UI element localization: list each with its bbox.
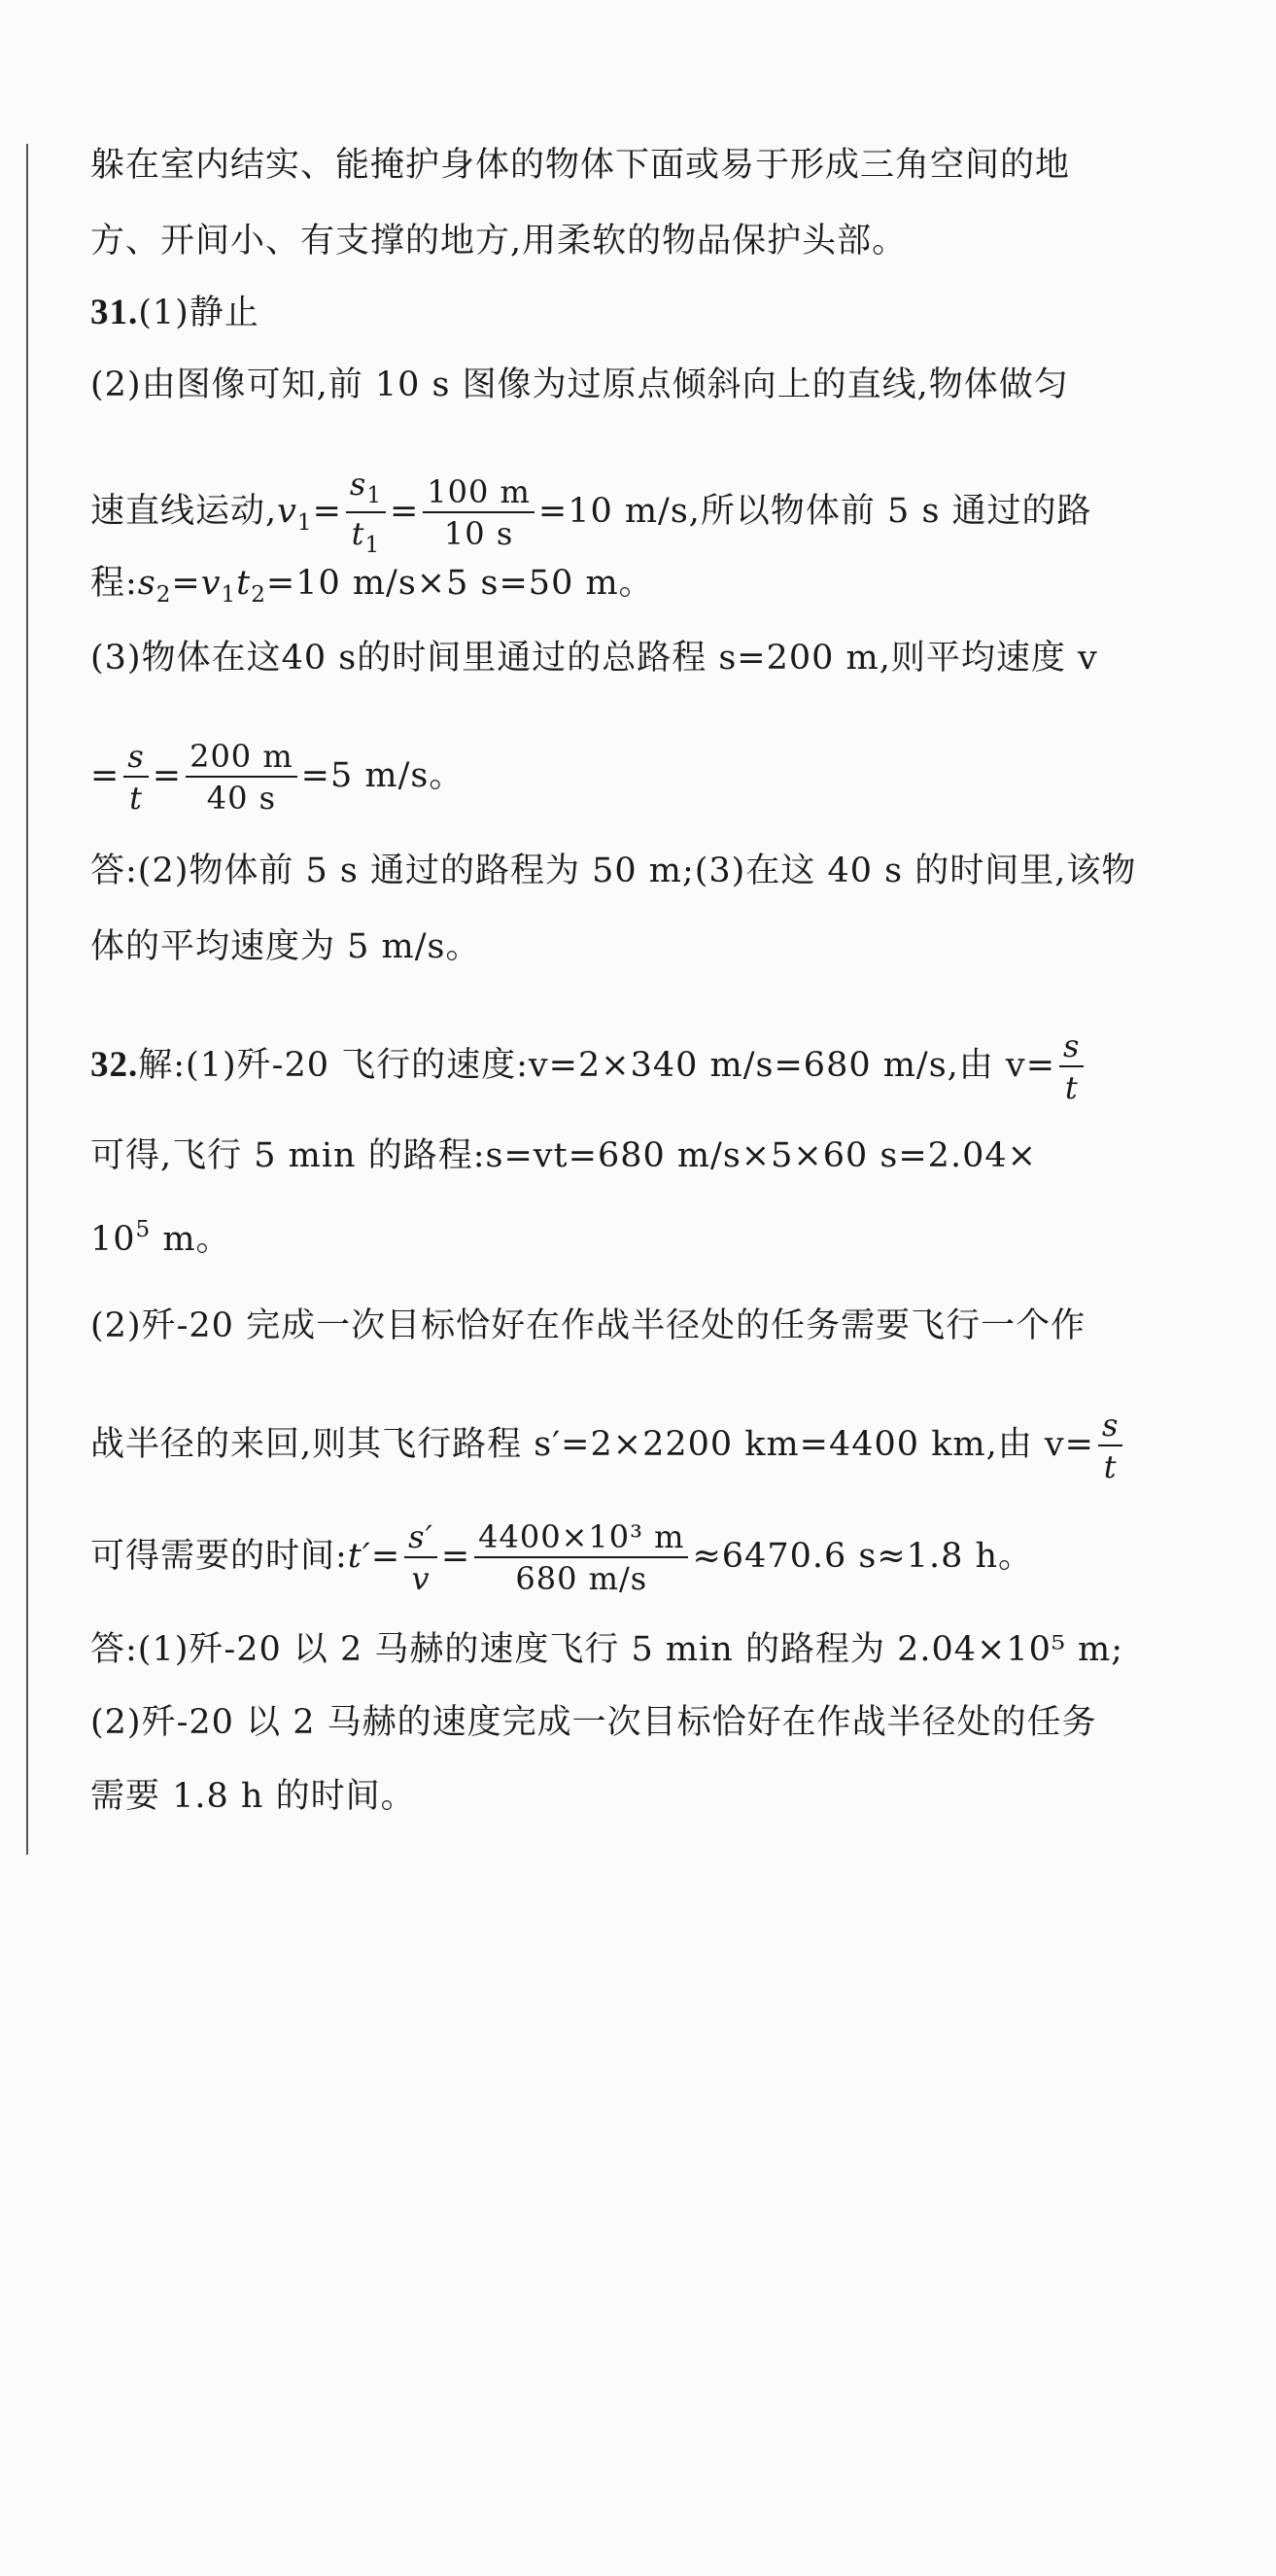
text: (1)静止 [138,294,259,332]
fraction-s-t: $\frac{s}{t}$ [123,741,148,814]
q32-answer-line-2: (2)歼-20 以 2 马赫的速度完成一次目标恰好在作战半径处的任务 [90,1703,1097,1742]
q31-answer-line-1: 答:(2)物体前 5 s 通过的路程为 50 m;(3)在这 40 s 的时间里,该物 [90,852,1137,890]
question-number: 32. [90,1045,139,1085]
fraction-s1-t1: $\frac{s_1}{t_1}$ [346,469,386,557]
q32-part1-line-3: $10^5$ m。 [90,1217,231,1259]
q31-part2-line-2: 速直线运动$,v_1=$ $\frac{s_1}{t_1}$ = $\frac{100 m}{10 s}$ =10 m/s,所以物体前 5 s 通过的路 [90,466,1092,558]
fraction-200m-40s: $\frac{200 m}{40 s}$ [186,741,297,814]
q30-tail-line-2: 方、开间小、有支撑的地方,用柔软的物品保护头部。 [90,222,908,261]
q32-part2-line-3: 可得需要的时间:t′= $\frac{s'}{v}$ = $\frac{\text{4400×10³ m}}{680 m/s}$ ≈6470.6 s≈1.8 h。 [90,1518,1034,1597]
q32-answer-line-1: 答:(1)歼-20 以 2 马赫的速度飞行 5 min 的路程为 2.04×10⁵ m; [90,1630,1124,1669]
q31-part2-line-3: 程$:s_2=v_1t_2=10$ m/s×5 s=50 m。 [90,564,654,608]
q32-part2-line-1: (2)歼-20 完成一次目标恰好在作战半径处的任务需要飞行一个作 [90,1306,1086,1345]
q31-part3-line-2: = $\frac{s}{t}$ = $\frac{200 m}{40 s}$ =5 m/s。 [90,738,465,817]
fraction-s-t: $\frac{s}{t}$ [1098,1410,1122,1482]
q32-answer-line-3: 需要 1.8 h 的时间。 [90,1777,416,1816]
q31-part3-line-1: (3)物体在这40 s的时间里通过的总路程 s=200 m,则平均速度 v [90,639,1098,678]
text: =10 m/s,所以物体前 5 s 通过的路 [537,492,1092,531]
fraction-4400km-680ms: $\frac{\text{4400×10³ m}}{680 m/s}$ [474,1521,688,1594]
fraction-s-prime-v: $\frac{s'}{v}$ [404,1521,437,1594]
q31-part1 [90,292,259,334]
q32-part1-line-1: 32.解:(1)歼-20 飞行的速度:v=2×340 m/s=680 m/s,由 v= $\frac{s}{t}$ [90,1030,1087,1073]
q32-part2-line-2: 战半径的来回,则其飞行路程 s′=2×2200 km=4400 km,由 v= $\frac{s}{t}$ [90,1410,1126,1452]
fraction-s-t: $\frac{s}{t}$ [1059,1030,1084,1103]
margin-rule [26,144,28,1855]
q31-part2-line-1: (2)由图像可知,前 10 s 图像为过原点倾斜向上的直线,物体做匀 [90,366,1069,404]
text: 速直线运动, [90,492,278,531]
q31-answer-line-2: 体的平均速度为 5 m/s。 [90,927,481,966]
q32-part1-line-2: 可得,飞行 5 min 的路程:s=vt=680 m/s×5×60 s=2.04× [90,1136,1037,1175]
fraction-100m-10s: $\frac{100 m}{10 s}$ [423,476,535,549]
question-number: 31. [90,293,139,332]
q30-tail-line-1: 躲在室内结实、能掩护身体的物体下面或易于形成三角空间的地 [90,146,1071,185]
